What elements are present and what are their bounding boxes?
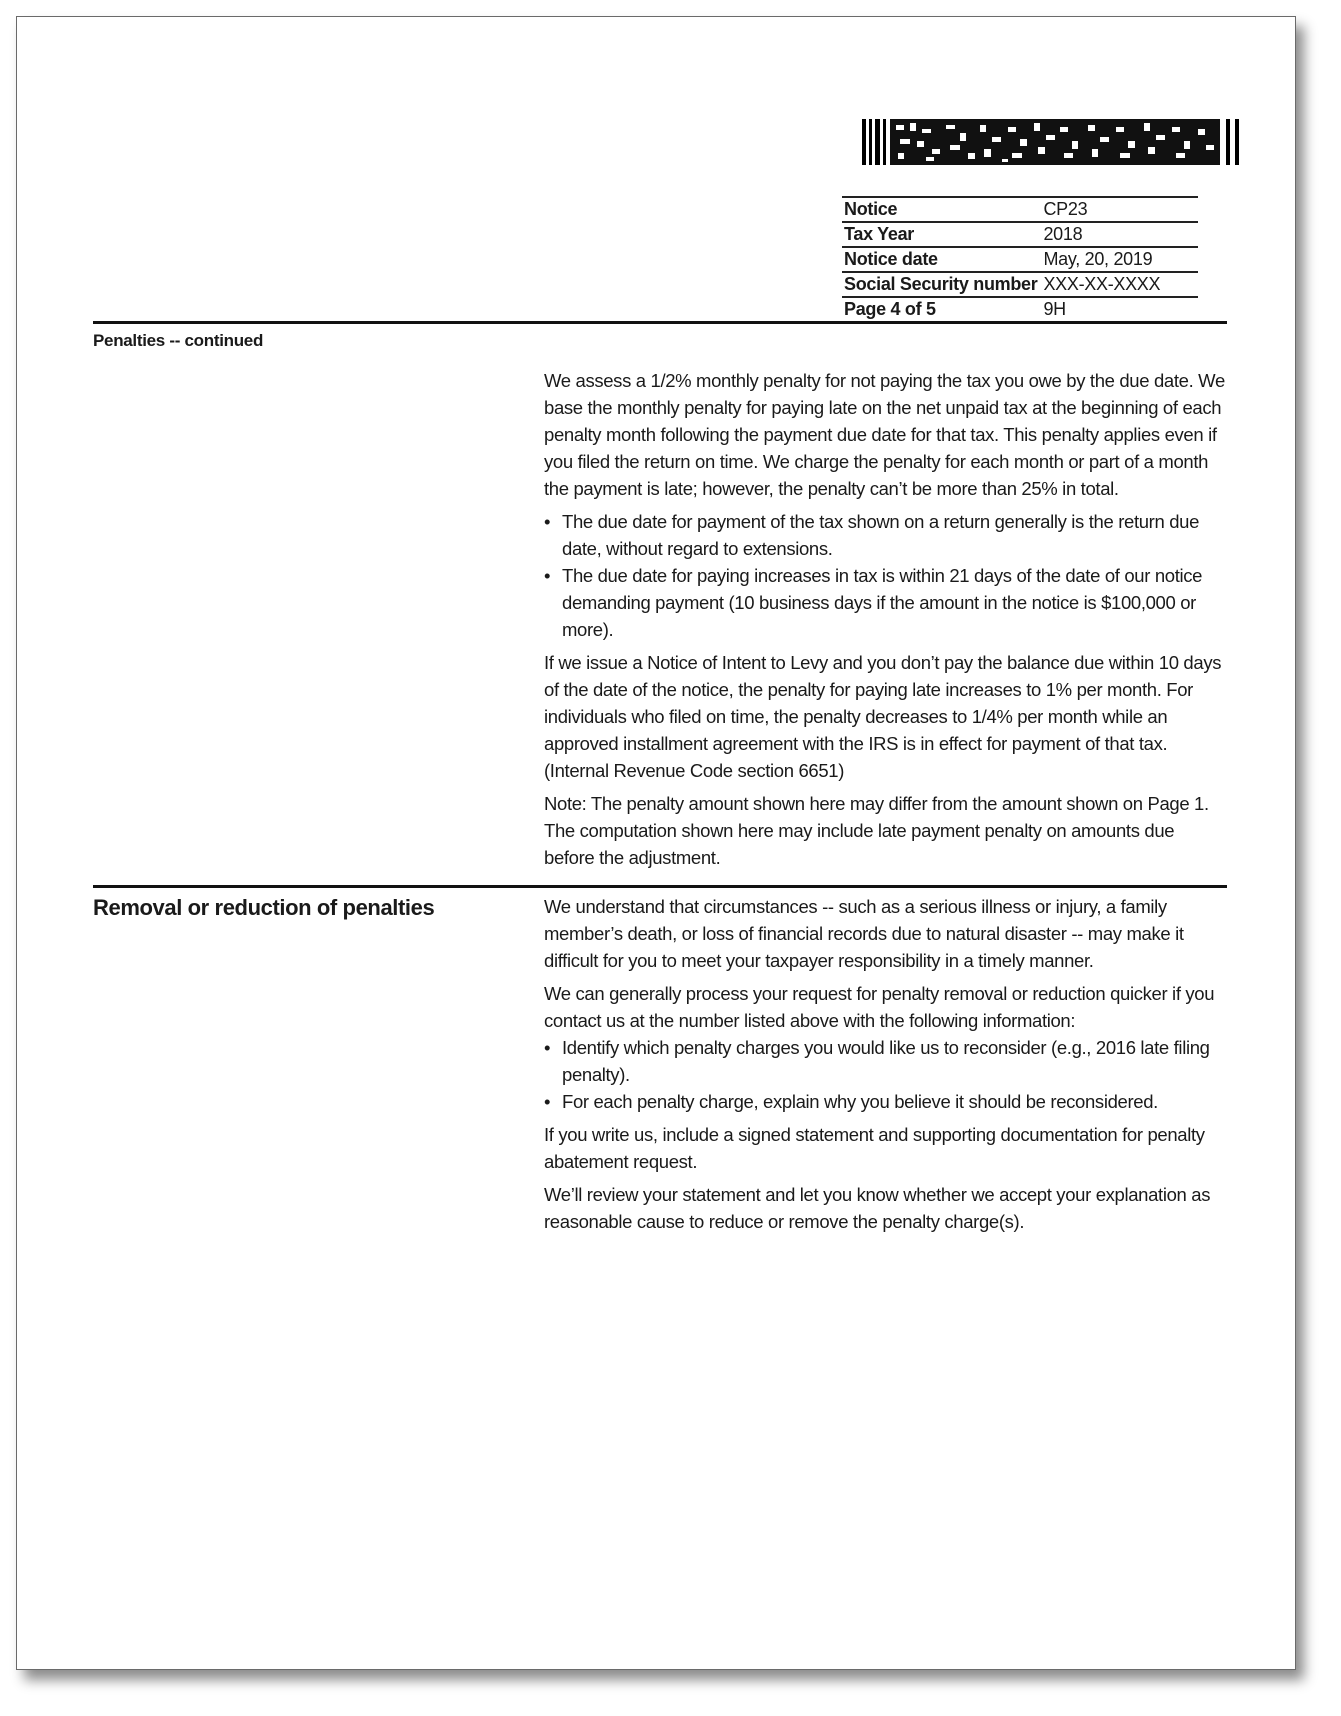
info-row-tax-year xyxy=(842,222,1198,247)
bullet: • xyxy=(544,1091,551,1112)
info-value: XXX-XX-XXXX xyxy=(1039,272,1198,297)
section-title-penalties-continued: Penalties -- continued xyxy=(93,331,264,350)
review-paragraph: We’ll review your statement and let you know whether we accept your explanation as reasonable cause to reduce or remove the penalty charge(s). xyxy=(544,1184,1211,1232)
bullet: • xyxy=(544,511,551,532)
note-paragraph: Note: The penalty amount shown here may differ from the amount shown on Page 1. The computation shown here may include late payment penalty on amounts due before the adjustment. xyxy=(544,793,1209,868)
info-label: Tax Year xyxy=(842,222,1039,247)
info-value: CP23 xyxy=(1039,197,1198,222)
section-divider xyxy=(93,885,1227,888)
info-value: 9H xyxy=(1039,297,1198,321)
info-label: Page 4 of 5 xyxy=(842,297,1039,321)
bullet: • xyxy=(544,1037,551,1058)
due-date-list xyxy=(544,508,1228,643)
info-row-notice xyxy=(842,197,1198,222)
circumstances-paragraph: We understand that circumstances -- such as a serious illness or injury, a family member’s death, or loss of financial records due to natural disaster -- may make it difficult for you to meet your taxpayer responsibility in a timely manner. xyxy=(544,896,1184,971)
penalty-paragraph: We assess a 1/2% monthly penalty for not paying the tax you owe by the due date. We base the monthly penalty for paying late on the net unpaid tax at the beginning of each penalty month following the payment due date for that tax. This penalty applies even if you filed the return on time. We charge the penalty for each month or part of a month the payment is late; however, the penalty can’t be more than 25% in total. xyxy=(544,370,1225,499)
info-label: Notice date xyxy=(842,247,1039,272)
request-paragraph: We can generally process your request for penalty removal or reduction quicker if you contact us at the number listed above with the following information: xyxy=(544,983,1215,1031)
notice-page xyxy=(16,16,1296,1670)
list-item-text: Identify which penalty charges you would like us to reconsider (e.g., 2016 late filing penalty). xyxy=(562,1037,1210,1085)
levy-paragraph: If we issue a Notice of Intent to Levy and you don’t pay the balance due within 10 days of the date of the notice, the penalty for paying late increases to 1% per month. For individuals who filed on time, the penalty decreases to 1/4% per month while an approved installment agreement with the IRS is in effect for payment of that tax. (Internal Revenue Code section 6651) xyxy=(544,652,1222,781)
info-row-ssn xyxy=(842,272,1198,297)
list-item xyxy=(544,508,1228,562)
notice-info-table xyxy=(842,196,1198,321)
info-value: May, 20, 2019 xyxy=(1039,247,1198,272)
info-label: Notice xyxy=(842,197,1039,222)
list-item-text: The due date for payment of the tax shown on a return generally is the return due date, without regard to extensions. xyxy=(562,511,1200,559)
info-value: 2018 xyxy=(1039,222,1198,247)
removal-body xyxy=(544,893,1228,1241)
section-title-removal-reduction: Removal or reduction of penalties xyxy=(93,895,435,920)
request-info-list xyxy=(544,1034,1228,1115)
info-row-notice-date xyxy=(842,247,1198,272)
section-divider xyxy=(93,321,1227,324)
info-label: Social Security number xyxy=(842,272,1039,297)
list-item-text: For each penalty charge, explain why you believe it should be reconsidered. xyxy=(562,1091,1158,1112)
bullet: • xyxy=(544,565,551,586)
penalties-body xyxy=(544,367,1228,877)
write-us-paragraph: If you write us, include a signed statement and supporting documentation for penalty abatement request. xyxy=(544,1124,1205,1172)
list-item xyxy=(544,562,1228,643)
list-item xyxy=(544,1088,1228,1115)
2d-barcode-icon xyxy=(862,119,1240,165)
list-item-text: The due date for paying increases in tax is within 21 days of the date of our notice demanding payment (10 business days if the amount in the notice is $100,000 or more). xyxy=(562,565,1203,640)
list-item xyxy=(544,1034,1228,1088)
info-row-page xyxy=(842,297,1198,321)
